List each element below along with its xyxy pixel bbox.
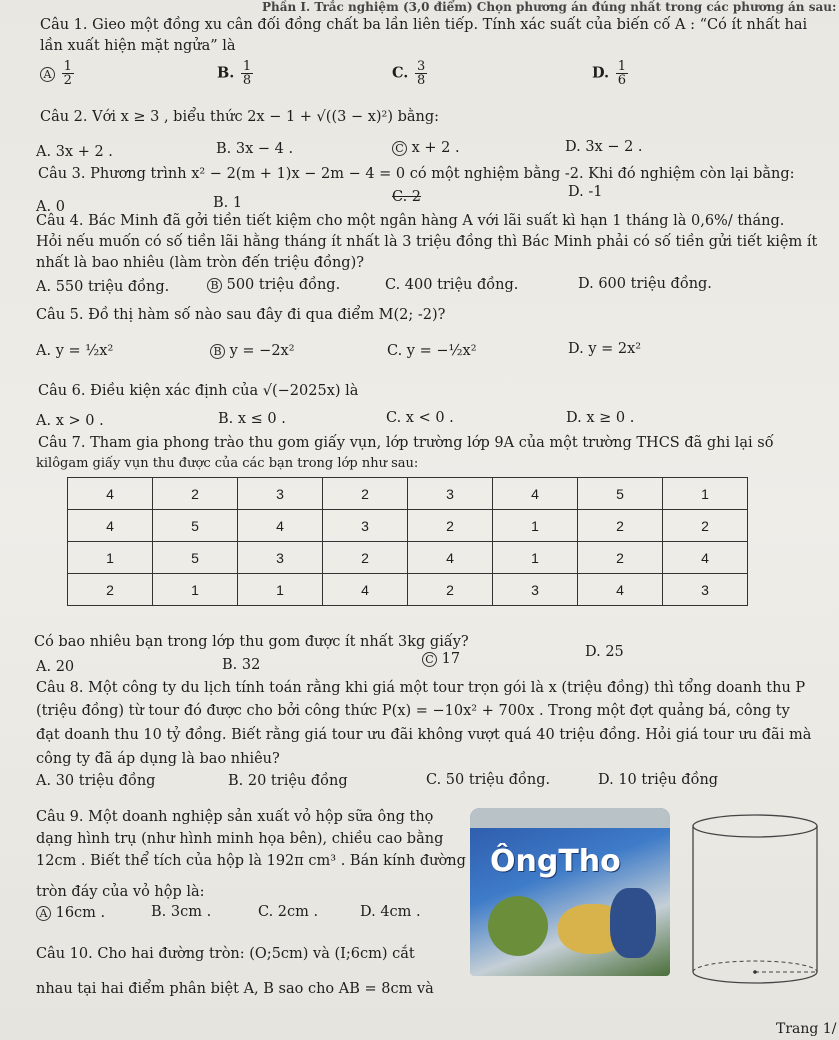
table-cell: 2 xyxy=(408,574,493,606)
question-1: Câu 1. Gieo một đồng xu cân đối đồng chất ba lần liên tiếp. Tính xác suất của biến cố A : “Có ít nhất hai xyxy=(40,17,808,33)
q8-option-b: B. 20 triệu đồng xyxy=(228,773,348,789)
question-4-line2: Hỏi nếu muốn có số tiền lãi hằng tháng ít nhất là 3 triệu đồng thì Bác Minh phải có số tiền gửi tiết kiệm ít xyxy=(36,234,818,250)
question-7-ask: Có bao nhiêu bạn trong lớp thu gom được ít nhất 3kg giấy? xyxy=(34,634,469,650)
q6-option-a: A. x > 0 . xyxy=(36,413,104,429)
question-10: Câu 10. Cho hai đường tròn: (O;5cm) và (I;6cm) cắt xyxy=(36,946,415,962)
table-cell: 2 xyxy=(153,478,238,510)
q8-option-c: C. 50 triệu đồng. xyxy=(426,772,551,788)
question-1-line2: lần xuất hiện mặt ngửa” là xyxy=(40,38,236,54)
question-5: Câu 5. Đồ thị hàm số nào sau đây đi qua điểm M(2; -2)? xyxy=(36,307,446,323)
milk-can-illustration xyxy=(470,808,670,976)
q7-option-b: B. 32 xyxy=(222,657,261,673)
table-cell: 2 xyxy=(68,574,153,606)
question-9-line3: 12cm . Biết thể tích của hộp là 192π cm³ . Bán kính đường xyxy=(36,853,466,869)
table-cell: 1 xyxy=(663,478,748,510)
brand-logo: ÔngTho xyxy=(490,844,621,879)
q9-option-c: C. 2cm . xyxy=(258,904,319,920)
q5-option-c: C. y = −½x² xyxy=(387,343,477,359)
table-cell: 4 xyxy=(68,478,153,510)
table-cell: 5 xyxy=(153,542,238,574)
q1-option-d: D. $\frac{1}{6}$ xyxy=(592,59,626,88)
q4-option-a: A. 550 triệu đồng. xyxy=(36,279,170,295)
table-cell: 2 xyxy=(578,510,663,542)
table-cell: 1 xyxy=(493,542,578,574)
table-row xyxy=(68,574,748,606)
question-8-line2: (triệu đồng) từ tour đó được cho bởi công thức P(x) = −10x² + 700x . Trong một đợt quảng bá, công ty xyxy=(36,703,790,719)
table-cell: 3 xyxy=(663,574,748,606)
table-cell: 5 xyxy=(153,510,238,542)
question-9: Câu 9. Một doanh nghiệp sản xuất vỏ hộp sữa ông thọ xyxy=(36,809,434,825)
table-row xyxy=(68,542,748,574)
question-8-line4: công ty đã áp dụng là bao nhiêu? xyxy=(36,751,280,767)
q8-option-d: D. 10 triệu đồng xyxy=(598,772,719,788)
q2-option-a: A. 3x + 2 . xyxy=(36,144,113,160)
q2-option-b: B. 3x − 4 . xyxy=(216,141,294,157)
data-table xyxy=(67,477,748,606)
table-cell: 3 xyxy=(323,510,408,542)
table-cell: 1 xyxy=(493,510,578,542)
q1-option-a: A $\frac{1}{2}$ xyxy=(40,60,76,87)
q6-option-b: B. x ≤ 0 . xyxy=(218,411,286,427)
question-2: Câu 2. Với x ≥ 3 , biểu thức 2x − 1 + √((3 − x)²) bằng: xyxy=(40,109,440,125)
table-cell: 3 xyxy=(493,574,578,606)
question-3: Câu 3. Phương trình x² − 2(m + 1)x − 2m − 4 = 0 có một nghiệm bằng -2. Khi đó nghiệm còn lại bằng: xyxy=(38,166,795,182)
q7-option-c: C 17 xyxy=(422,650,460,668)
q5-option-d: D. y = 2x² xyxy=(568,341,642,357)
table-cell: 2 xyxy=(408,510,493,542)
q2-option-c: C x + 2 . xyxy=(392,139,460,157)
q4-option-c: C. 400 triệu đồng. xyxy=(385,277,519,293)
q9-option-a: A 16cm . xyxy=(36,904,105,922)
question-8-line3: đạt doanh thu 10 tỷ đồng. Biết rằng giá tour ưu đãi không vượt quá 40 triệu đồng. Hỏi giá tour ưu đãi mà xyxy=(36,727,812,743)
question-9-line2: dạng hình trụ (như hình minh họa bên), chiều cao bằng xyxy=(36,831,444,847)
q5-option-a: A. y = ½x² xyxy=(36,343,114,359)
q3-option-c: C. 2 xyxy=(392,189,422,205)
page-number: Trang 1/ xyxy=(776,1021,837,1037)
q9-option-d: D. 4cm . xyxy=(360,904,421,920)
q8-option-a: A. 30 triệu đồng xyxy=(36,773,156,789)
table-cell: 3 xyxy=(238,542,323,574)
question-10-line2: nhau tại hai điểm phân biệt A, B sao cho AB = 8cm và xyxy=(36,981,434,997)
q3-option-b: B. 1 xyxy=(213,195,243,211)
table-cell: 1 xyxy=(153,574,238,606)
table-cell: 2 xyxy=(323,542,408,574)
table-cell: 4 xyxy=(68,510,153,542)
table-cell: 4 xyxy=(578,574,663,606)
q1-option-c: C. $\frac{3}{8}$ xyxy=(392,59,426,88)
table-row xyxy=(68,478,748,510)
q6-option-d: D. x ≥ 0 . xyxy=(566,410,635,426)
table-cell: 5 xyxy=(578,478,663,510)
q7-option-d: D. 25 xyxy=(585,644,624,660)
table-cell: 3 xyxy=(238,478,323,510)
q3-option-d: D. -1 xyxy=(568,184,603,200)
q2-option-d: D. 3x − 2 . xyxy=(565,139,643,155)
q3-option-a: A. 0 xyxy=(36,199,65,215)
question-6: Câu 6. Điều kiện xác định của √(−2025x) là xyxy=(38,383,359,399)
question-9-line4: tròn đáy của vỏ hộp là: xyxy=(36,884,205,900)
q4-option-b: B 500 triệu đồng. xyxy=(207,276,340,294)
q6-option-c: C. x < 0 . xyxy=(386,410,454,426)
question-8: Câu 8. Một công ty du lịch tính toán rằng khi giá một tour trọn gói là x (triệu đồng) thì tổng doanh thu P xyxy=(36,680,806,696)
q7-option-a: A. 20 xyxy=(36,659,75,675)
question-7: Câu 7. Tham gia phong trào thu gom giấy vụn, lớp trường lớp 9A của một trường THCS đã ghi lại số xyxy=(38,435,774,451)
table-cell: 2 xyxy=(323,478,408,510)
table-cell: 4 xyxy=(663,542,748,574)
table-cell: 1 xyxy=(238,574,323,606)
cylinder-diagram xyxy=(680,812,830,992)
q9-option-b: B. 3cm . xyxy=(151,904,212,920)
table-row xyxy=(68,510,748,542)
q5-option-b: B y = −2x² xyxy=(210,342,295,360)
table-cell: 4 xyxy=(323,574,408,606)
question-4: Câu 4. Bác Minh đã gởi tiền tiết kiệm cho một ngân hàng A với lãi suất kì hạn 1 tháng là 0,6%/ tháng. xyxy=(36,213,785,229)
question-7-line2: kilôgam giấy vụn thu được của các bạn trong lớp như sau: xyxy=(36,456,419,471)
table-cell: 2 xyxy=(663,510,748,542)
table-cell: 1 xyxy=(68,542,153,574)
table-cell: 3 xyxy=(408,478,493,510)
q4-option-d: D. 600 triệu đồng. xyxy=(578,276,712,292)
question-4-line3: nhất là bao nhiêu (làm tròn đến triệu đồng)? xyxy=(36,255,365,271)
table-cell: 4 xyxy=(238,510,323,542)
q1-option-b: B. $\frac{1}{8}$ xyxy=(217,59,252,88)
section-header: Phần I. Trắc nghiệm (3,0 điểm) Chọn phương án đúng nhất trong các phương án sau: xyxy=(262,0,837,14)
table-cell: 4 xyxy=(408,542,493,574)
table-cell: 4 xyxy=(493,478,578,510)
table-cell: 2 xyxy=(578,542,663,574)
